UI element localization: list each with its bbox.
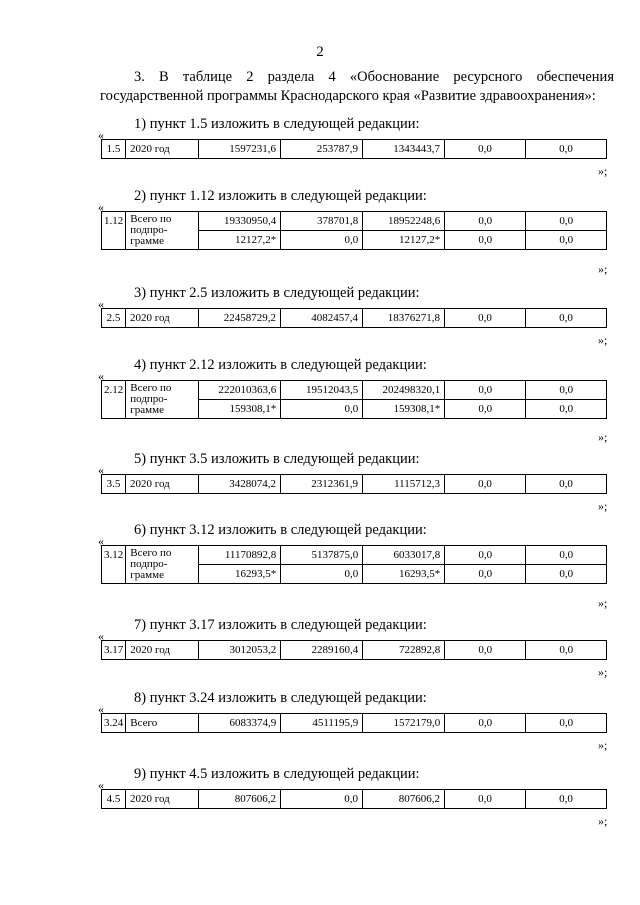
value-cell: 3428074,2 (199, 475, 281, 494)
value-cell: 807606,2 (363, 790, 445, 809)
close-mark: »; (598, 333, 608, 347)
amendment-label: 9) пункт 4.5 изложить в следующей редакции: (134, 766, 420, 782)
value-cell: 159308,1* (199, 400, 281, 419)
amendment-table (101, 211, 607, 250)
value-cell: 19512043,5 (281, 381, 363, 400)
value-cell: 0,0 (445, 790, 526, 809)
value-cell: 5137875,0 (281, 546, 363, 565)
value-cell: 0,0 (526, 565, 607, 584)
intro-paragraph: 3. В таблице 2 раздела 4 «Обоснование ресурсного обеспечения государственной программы Краснодарского края «Развитие здравоохранения»: (100, 69, 614, 104)
amendment-table (101, 789, 607, 809)
item-description-cell: 2020 год (126, 140, 199, 159)
value-cell: 159308,1* (363, 400, 445, 419)
value-cell: 11170892,8 (199, 546, 281, 565)
table-row (102, 140, 607, 159)
item-number-cell: 3.24 (102, 714, 126, 733)
value-cell: 722892,8 (363, 641, 445, 660)
amendment-label: 6) пункт 3.12 изложить в следующей редакции: (134, 522, 427, 538)
amendment-table (101, 380, 607, 419)
close-mark: »; (598, 164, 608, 178)
value-cell: 1572179,0 (363, 714, 445, 733)
item-description-cell: 2020 год (126, 790, 199, 809)
value-cell: 4082457,4 (281, 309, 363, 328)
value-cell: 0,0 (445, 714, 526, 733)
value-cell: 2312361,9 (281, 475, 363, 494)
open-quote: « (98, 200, 104, 214)
close-mark: »; (598, 499, 608, 513)
value-cell: 2289160,4 (281, 641, 363, 660)
table-row (102, 790, 607, 809)
amendment-table (101, 640, 607, 660)
open-quote: « (98, 778, 104, 792)
value-cell: 0,0 (526, 309, 607, 328)
value-cell: 4511195,9 (281, 714, 363, 733)
amendment-label: 2) пункт 1.12 изложить в следующей редакции: (134, 188, 427, 204)
close-mark: »; (598, 665, 608, 679)
item-description-cell: Всего по подпро-грамме (126, 381, 199, 419)
amendment-label: 3) пункт 2.5 изложить в следующей редакции: (134, 285, 420, 301)
value-cell: 378701,8 (281, 212, 363, 231)
value-cell: 12127,2* (363, 231, 445, 250)
value-cell: 0,0 (526, 790, 607, 809)
table-row (102, 381, 607, 400)
open-quote: « (98, 369, 104, 383)
value-cell: 0,0 (445, 400, 526, 419)
value-cell: 0,0 (445, 140, 526, 159)
item-description-cell: 2020 год (126, 309, 199, 328)
value-cell: 0,0 (281, 565, 363, 584)
open-quote: « (98, 297, 104, 311)
value-cell: 0,0 (526, 381, 607, 400)
value-cell: 0,0 (445, 381, 526, 400)
value-cell: 3012053,2 (199, 641, 281, 660)
value-cell: 202498320,1 (363, 381, 445, 400)
item-number-cell: 1.12 (102, 212, 126, 250)
item-number-cell: 4.5 (102, 790, 126, 809)
amendment-label: 5) пункт 3.5 изложить в следующей редакции: (134, 451, 420, 467)
value-cell: 0,0 (281, 231, 363, 250)
open-quote: « (98, 463, 104, 477)
value-cell: 0,0 (526, 140, 607, 159)
close-mark: »; (598, 814, 608, 828)
value-cell: 22458729,2 (199, 309, 281, 328)
table-row (102, 212, 607, 231)
open-quote: « (98, 702, 104, 716)
amendment-label: 8) пункт 3.24 изложить в следующей редакции: (134, 690, 427, 706)
value-cell: 0,0 (445, 475, 526, 494)
page-number: 2 (316, 44, 324, 60)
amendment-table (101, 713, 607, 733)
amendment-label: 1) пункт 1.5 изложить в следующей редакции: (134, 116, 420, 132)
value-cell: 18952248,6 (363, 212, 445, 231)
value-cell: 12127,2* (199, 231, 281, 250)
value-cell: 6083374,9 (199, 714, 281, 733)
value-cell: 0,0 (526, 475, 607, 494)
value-cell: 807606,2 (199, 790, 281, 809)
open-quote: « (98, 128, 104, 142)
table-row (102, 475, 607, 494)
value-cell: 0,0 (526, 400, 607, 419)
item-number-cell: 3.17 (102, 641, 126, 660)
value-cell: 0,0 (445, 546, 526, 565)
open-quote: « (98, 629, 104, 643)
amendment-table (101, 139, 607, 159)
item-number-cell: 2.12 (102, 381, 126, 419)
value-cell: 0,0 (445, 231, 526, 250)
value-cell: 1597231,6 (199, 140, 281, 159)
item-description-cell: Всего по подпро-грамме (126, 212, 199, 250)
close-mark: »; (598, 738, 608, 752)
value-cell: 0,0 (281, 400, 363, 419)
item-number-cell: 1.5 (102, 140, 126, 159)
value-cell: 0,0 (281, 790, 363, 809)
amendment-label: 4) пункт 2.12 изложить в следующей редакции: (134, 357, 427, 373)
item-description-cell: 2020 год (126, 641, 199, 660)
item-number-cell: 2.5 (102, 309, 126, 328)
item-number-cell: 3.12 (102, 546, 126, 584)
value-cell: 222010363,6 (199, 381, 281, 400)
value-cell: 0,0 (526, 714, 607, 733)
close-mark: »; (598, 262, 608, 276)
value-cell: 16293,5* (199, 565, 281, 584)
value-cell: 0,0 (445, 212, 526, 231)
amendment-table (101, 474, 607, 494)
value-cell: 0,0 (526, 212, 607, 231)
value-cell: 18376271,8 (363, 309, 445, 328)
table-row (102, 546, 607, 565)
table-row (102, 641, 607, 660)
value-cell: 1115712,3 (363, 475, 445, 494)
table-row (102, 714, 607, 733)
value-cell: 6033017,8 (363, 546, 445, 565)
open-quote: « (98, 534, 104, 548)
value-cell: 0,0 (445, 641, 526, 660)
value-cell: 16293,5* (363, 565, 445, 584)
value-cell: 1343443,7 (363, 140, 445, 159)
value-cell: 0,0 (526, 231, 607, 250)
value-cell: 0,0 (445, 565, 526, 584)
amendment-table (101, 308, 607, 328)
close-mark: »; (598, 430, 608, 444)
value-cell: 0,0 (445, 309, 526, 328)
value-cell: 253787,9 (281, 140, 363, 159)
amendment-table (101, 545, 607, 584)
item-description-cell: Всего (126, 714, 199, 733)
close-mark: »; (598, 596, 608, 610)
item-description-cell: Всего по подпро-грамме (126, 546, 199, 584)
item-number-cell: 3.5 (102, 475, 126, 494)
item-description-cell: 2020 год (126, 475, 199, 494)
table-row (102, 309, 607, 328)
amendment-label: 7) пункт 3.17 изложить в следующей редакции: (134, 617, 427, 633)
value-cell: 19330950,4 (199, 212, 281, 231)
value-cell: 0,0 (526, 546, 607, 565)
value-cell: 0,0 (526, 641, 607, 660)
